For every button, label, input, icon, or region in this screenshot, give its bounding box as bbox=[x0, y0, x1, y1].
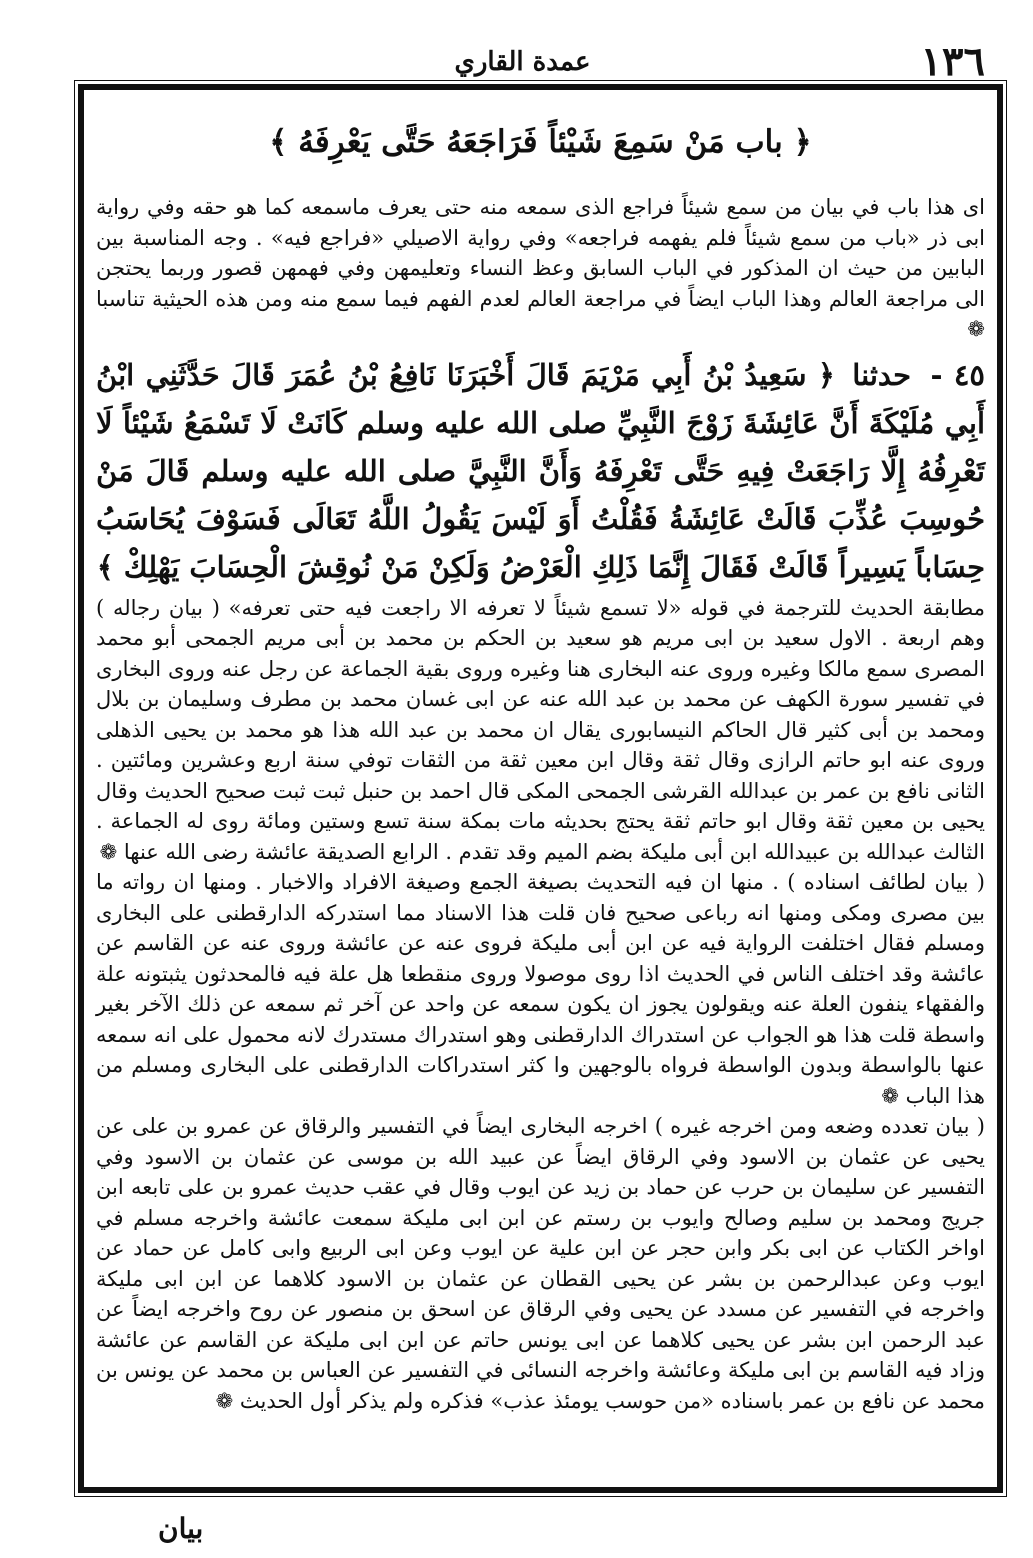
page-frame bbox=[78, 84, 1003, 1493]
intro-paragraph: اى هذا باب في بيان من سمع شيئاً فراجع الذى سمعه منه حتى يعرف ماسمعه كما هو حقه وفي رواية ابى ذر «باب من سمع شيئاً فلم يفهمه فراجعه» وفي رواية الاصيلي «فراجع فيه» . وجه المناسبة بين البابين من حيث ان المذكور في الباب السابق وعظ النساء وتعليمهن وفي فهمهن قصور وربما يحتجن الى مراجعة العالم وهذا الباب ايضاً في مراجعة العالم لعدم الفهم فيما سمع منه ومن هذه الحيثية تناسبا ❁ bbox=[96, 195, 985, 341]
page-header bbox=[60, 40, 985, 84]
narrators-paragraph: مطابقة الحديث للترجمة في قوله «لا تسمع شيئاً لا تعرفه الا راجعت فيه حتى تعرفه» ( بيان رجاله ) وهم اربعة . الاول سعيد بن ابى مريم هو سعيد بن الحكم بن محمد بن أبى مريم الجمحى أبو محمد المصرى سمع مالكا وغيره وروى عنه البخارى هنا وغيره وروى بقية الجماعة عن رجل عنه وروى البخارى في تفسير سورة الكهف عن محمد بن عبد الله عنه عن ابى غسان محمد بن مطرف وسليمان بن بلال ومحمد بن أبى كثير قال الحاكم النيسابورى يقال ان محمد بن عبد الله هذا هو محمد بن يحيى الذهلى وروى عنه ابو حاتم الرازى وقال ثقة وقال ابن معين ثقة من الثقات توفي سنة اربع وعشرين ومائتين . الثانى نافع بن عمر بن عبدالله القرشى الجمحى المكى قال احمد بن حنبل ثبت ثبت صحيح الحديث وقال يحيى بن معين ثقة وقال ابو حاتم ثقة يحتج بحديثه مات بمكة سنة تسع وستين ومائة روى له الجماعة . الثالث عبدالله بن عبيدالله ابن أبى مليكة بضم الميم وقد تقدم . الرابع الصديقة عائشة رضى الله عنها ❁ bbox=[96, 595, 985, 864]
catchword: بيان bbox=[158, 1512, 204, 1545]
running-title: عمدة القاري bbox=[454, 47, 591, 77]
isnad-paragraph: ( بيان لطائف اسناده ) . منها ان فيه التحديث بصيغة الجمع وصيغة الافراد والاخبار . ومنها ان رواته ما بين مصرى ومكى ومنها انه رباعى صحيح فان قلت هذا الاسناد مما استدركه الدارقطنى على البخارى ومسلم فقال اختلفت الرواية فيه عن ابن أبى مليكة فروى عنه عن عائشة وروى عنه عن القاسم عن عائشة وقد اختلف الناس في الحديث اذا روى موصولا وروى منقطعا هل علة فيه فالمحدثون يثبتونه علة والفقهاء ينفون العلة عنه ويقولون يجوز ان يكون سمعه عن واحد عن آخر ثم سمعه عن ذلك الآخر بغير واسطة قلت هذا هو الجواب عن استدراك الدارقطنى وهو استدراك مستدرك لانه محمول على انه سمعه عنها بالواسطة وبدون الواسطة فرواه بالوجهين وا كثر استدراكات الدارقطنى على البخارى ومسلم من هذا الباب ❁ bbox=[96, 870, 985, 1108]
page-number: ١٣٦ bbox=[920, 38, 985, 85]
chapter-title: ﴿ باب مَنْ سَمِعَ شَيْئاً فَرَاجَعَهُ حَتَّى يَعْرِفَهُ ﴾ bbox=[269, 124, 812, 160]
page-content bbox=[96, 120, 985, 1475]
hadith-paragraph bbox=[96, 351, 985, 591]
hadith-text: ﴿ سَعِيدُ بْنُ أَبِي مَرْيَمَ قَالَ أَخْبَرَنَا نَافِعُ بْنُ عُمَرَ قَالَ حَدَّثَنِي ابْنُ أَبِي مُلَيْكَةَ أَنَّ عَائِشَةَ زَوْجَ النَّبِيِّ صلى الله عليه وسلم كَانَتْ لَا تَسْمَعُ شَيْئاً لَا تَعْرِفُهُ إِلَّا رَاجَعَتْ فِيهِ حَتَّى تَعْرِفَهُ وَأَنَّ النَّبِيَّ صلى الله عليه وسلم قَالَ مَنْ حُوسِبَ عُذِّبَ قَالَتْ عَائِشَةُ فَقُلْتُ أَوَ لَيْسَ يَقُولُ اللَّهُ تَعَالَى فَسَوْفَ يُحَاسَبُ حِسَاباً يَسِيراً قَالَتْ فَقَالَ إِنَّمَا ذَلِكِ الْعَرْضُ وَلَكِنْ مَنْ نُوقِشَ الْحِسَابَ يَهْلِكْ ﴾ bbox=[96, 357, 985, 584]
hadith-opening: حدثنا bbox=[852, 357, 912, 392]
hadith-number: ٤٥ - bbox=[930, 357, 985, 392]
takhrij-paragraph: ( بيان تعدده وضعه ومن اخرجه غيره ) اخرجه البخارى ايضاً في التفسير والرقاق عن عمرو بن على عن يحيى عن عثمان بن الاسود وفي الرقاق ايضاً عن عبيد الله بن موسى عن عثمان بن الاسود وفي التفسير عن سليمان بن حرب عن حماد بن زيد عن ايوب وقال في عقب حديث عمرو بن على تابعه ابن جريج ومحمد بن سليم وصالح وايوب بن رستم عن ابن ابى مليكة سمعت عائشة واخرجه مسلم في اواخر الكتاب عن ابى بكر وابن حجر عن ابن علية عن ايوب وعن ابى الربيع وابى كامل عن حماد عن ايوب وعن عبدالرحمن بن بشر عن يحيى القطان عن عثمان بن الاسود كلاهما عن ابن ابى مليكة واخرجه في التفسير عن مسدد عن يحيى وفي الرقاق عن اسحق بن منصور عن روح واخرجه ايضاً عن عبد الرحمن ابن بشر عن يحيى كلاهما عن ابى يونس حاتم عن ابن ابى مليكة عن القاسم عن عائشة وزاد فيه القاسم بن ابى مليكة وعائشة واخرجه النسائى في التفسير عن العباس بن محمد عن يونس بن محمد عن نافع بن عمر باسناده «من حوسب يومئذ عذب» فذكره ولم يذكر أول الحديث ❁ bbox=[96, 1114, 985, 1413]
